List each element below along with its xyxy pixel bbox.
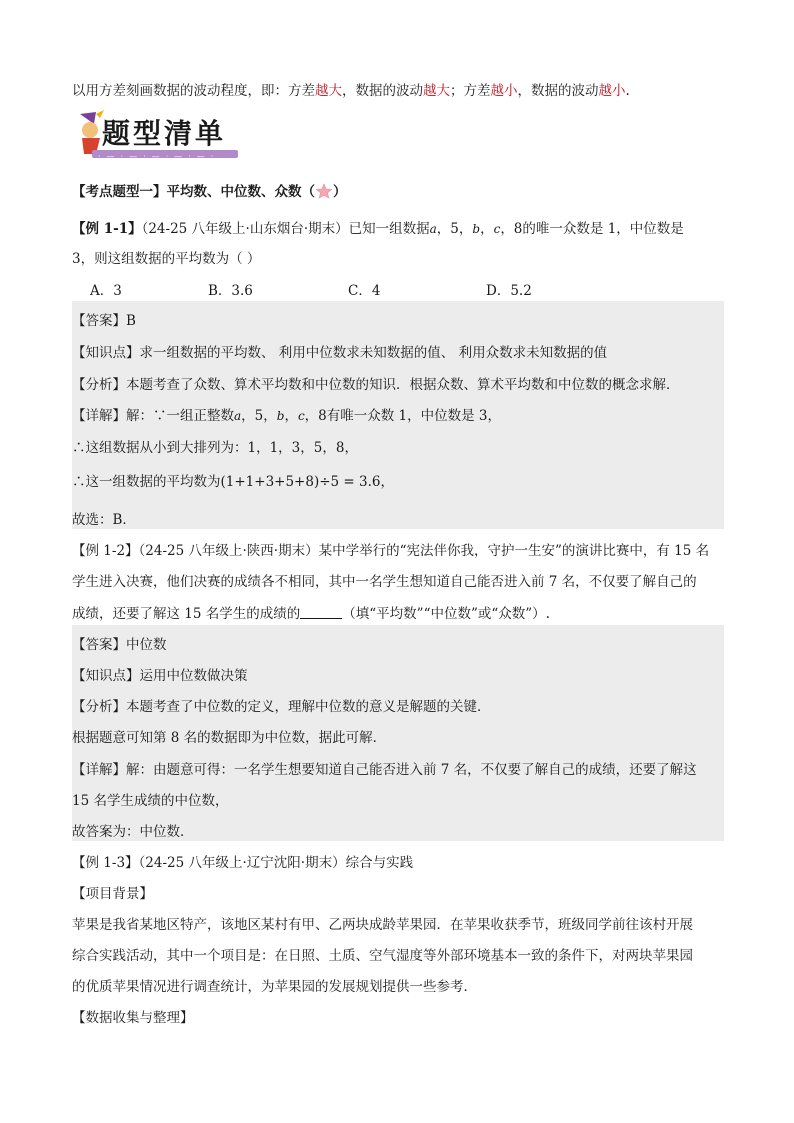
ex1-sort: ∴这组数据从小到大排列为：1，1，3，5，8， [72,440,358,456]
ex2-question-line2: 学生进入决赛，他们决赛的成绩各不相同，其中一名学生想知道自己能否进入前 7 名，不仅要了解自己的 [72,574,697,590]
ex3-paragraph-line1: 苹果是我省某地区特产，该地区某村有甲、乙两块成龄苹果园．在苹果收获季节，班级同学前往该村开展 [72,917,693,933]
logo-title: 题型清单 [102,117,227,150]
ex1-analysis: 【分析】本题考查了众数、算术平均数和中位数的知识．根据众数、算术平均数和中位数的概念求解． [72,377,680,393]
choice-b: B．3.6 [208,283,253,299]
ex1-question-line1: 【例 1-1】（24-25 八年级上·山东烟台·期末）已知一组数据a，5，b，c，8的唯一众数是 1，中位数是 [72,221,684,237]
choice-d: D．5.2 [486,283,532,299]
ex2-result: 故答案为：中位数． [72,824,194,840]
ex2-answer: 【答案】中位数 [72,637,167,653]
ex3-background-title: 【项目背景】 [72,886,153,902]
ex1-mean: ∴这一组数据的平均数为(1+1+3+5+8)÷5 = 3.6， [72,474,394,490]
ex2-detail1: 【详解】解：由题意可得：一名学生想要知道自己能否进入前 7 名，不仅要了解自己的成绩，还要了解这 [72,762,697,778]
ex1-knowledge: 【知识点】求一组数据的平均数、 利用中位数求未知数据的值、 利用众数求未知数据的值 [72,345,608,361]
answer-blank [300,606,342,619]
ex2-detail2: 15 名学生成绩的中位数， [72,793,229,809]
section-heading: 【考点题型一】平均数、中位数、众数（ ） [72,184,347,200]
ex2-analysis: 【分析】本题考查了中位数的定义，理解中位数的意义是解题的关键． [72,699,491,715]
ex1-answer: 【答案】B [72,313,136,329]
choice-a: A．3 [90,283,122,299]
ex2-analysis2: 根据题意可知第 8 名的数据即为中位数，据此可解． [72,730,387,746]
mean-formula: (1+1+3+5+8)÷5 = 3.6 [220,474,381,490]
ex3-question-line1: 【例 1-3】（24-25 八年级上·辽宁沈阳·期末）综合与实践 [72,855,414,871]
ex1-question-line2: 3，则这组数据的平均数为（ ） [72,251,261,267]
ex3-paragraph-line2: 综合实践活动，其中一个项目是：在日照、土质、空气湿度等外部环境基本一致的条件下，对两块苹果园 [72,948,693,964]
ex3-data-title: 【数据收集与整理】 [72,1010,194,1026]
star-icon [315,183,333,199]
section-logo [74,108,240,162]
ex2-knowledge: 【知识点】运用中位数做决策 [72,668,248,684]
ex2-question-line1: 【例 1-2】（24-25 八年级上·陕西·期末）某中学举行的“宪法伴你我，守护一生安”的演讲比赛中，有 15 名 [72,543,710,559]
choice-c: C．4 [348,283,381,299]
ex3-paragraph-line3: 的优质苹果情况进行调查统计，为苹果园的发展规划提供一些参考． [72,979,477,995]
ex1-choices [90,279,532,299]
intro-line: 以用方差刻画数据的波动程度，即：方差越大，数据的波动越大；方差越小，数据的波动越小. [72,83,630,99]
logo-dots: ·—·—·—·—·—· [98,152,220,161]
ex1-choose: 故选：B． [72,512,136,528]
ex2-question-line3: 成绩，还要了解这 15 名学生的成绩的 （填“平均数”“中位数”或“众数”）. [72,606,550,622]
ex1-detail: 【详解】解：∵一组正整数a，5，b，c，8有唯一众数 1，中位数是 3， [72,408,502,424]
